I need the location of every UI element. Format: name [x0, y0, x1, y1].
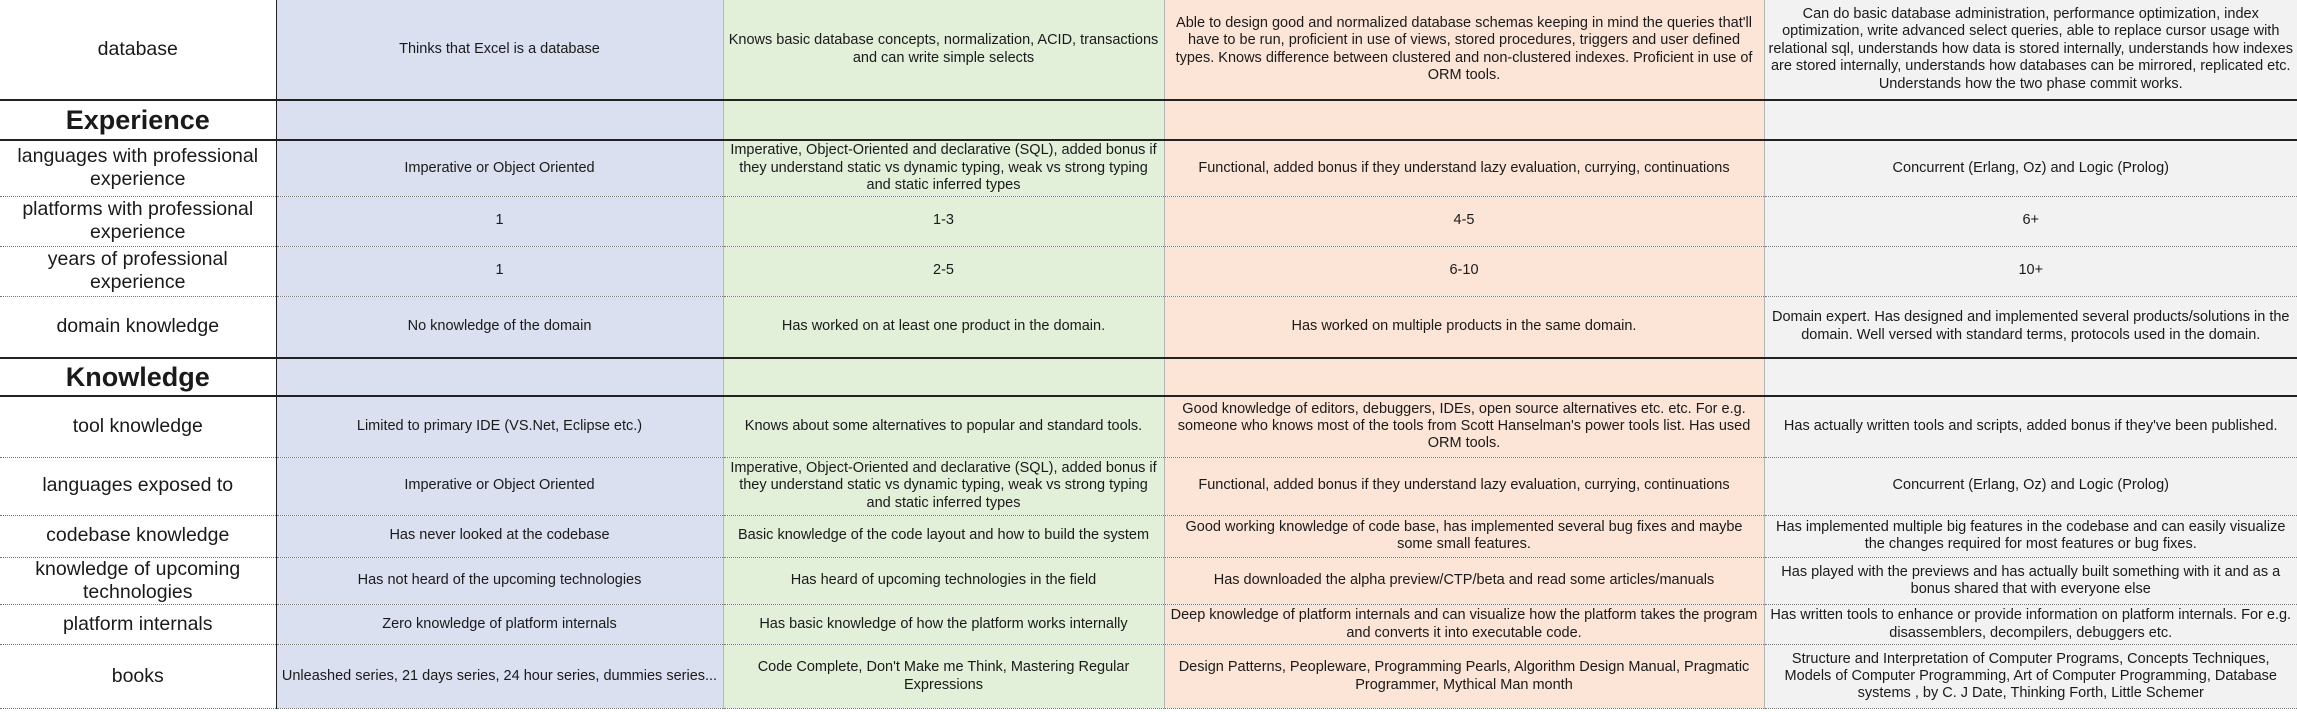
- table-row-platform-internals: [0, 605, 2297, 645]
- cell-level-1[interactable]: Imperative or Object Oriented: [276, 140, 723, 196]
- row-label-tool-knowledge[interactable]: tool knowledge: [0, 396, 276, 457]
- row-label-platforms-professional[interactable]: platforms with professional experience: [0, 196, 276, 246]
- cell-level-2[interactable]: 1-3: [723, 196, 1164, 246]
- cell-level-3[interactable]: Has downloaded the alpha preview/CTP/beta and read some articles/manuals: [1164, 557, 1764, 605]
- cell-level-1[interactable]: Unleashed series, 21 days series, 24 hour series, dummies series...: [276, 645, 723, 709]
- cell-level-1[interactable]: 1: [276, 246, 723, 296]
- section-title-experience[interactable]: Experience: [0, 100, 276, 140]
- table-row-languages-professional: [0, 140, 2297, 196]
- row-label-upcoming-technologies[interactable]: knowledge of upcoming technologies: [0, 557, 276, 605]
- cell-level-4[interactable]: Has implemented multiple big features in the codebase and can easily visualize the changes required for most features or bug fixes.: [1764, 515, 2297, 557]
- row-label-database[interactable]: database: [0, 0, 276, 100]
- cell-level-1[interactable]: [276, 358, 723, 396]
- row-label-years-professional[interactable]: years of professional experience: [0, 246, 276, 296]
- cell-level-3[interactable]: Good working knowledge of code base, has implemented several bug fixes and maybe some small features.: [1164, 515, 1764, 557]
- cell-level-3[interactable]: 6-10: [1164, 246, 1764, 296]
- cell-level-4[interactable]: Has written tools to enhance or provide information on platform internals. For e.g. disassemblers, decompilers, debuggers etc.: [1764, 605, 2297, 645]
- cell-level-4[interactable]: Concurrent (Erlang, Oz) and Logic (Prolog): [1764, 457, 2297, 515]
- cell-level-2[interactable]: Knows about some alternatives to popular and standard tools.: [723, 396, 1164, 457]
- cell-level-2[interactable]: [723, 358, 1164, 396]
- cell-level-3[interactable]: Has worked on multiple products in the same domain.: [1164, 296, 1764, 358]
- table-row-database: [0, 0, 2297, 100]
- cell-level-2[interactable]: Code Complete, Don't Make me Think, Mastering Regular Expressions: [723, 645, 1164, 709]
- cell-level-3[interactable]: [1164, 358, 1764, 396]
- row-label-codebase-knowledge[interactable]: codebase knowledge: [0, 515, 276, 557]
- cell-level-3[interactable]: Able to design good and normalized database schemas keeping in mind the queries that'll have to be run, proficient in use of views, stored procedures, triggers and user defined types. Knows difference between clustered and non-clustered indexes. Proficient in use of ORM tools.: [1164, 0, 1764, 100]
- section-header-knowledge: [0, 358, 2297, 396]
- cell-level-2[interactable]: 2-5: [723, 246, 1164, 296]
- cell-level-3[interactable]: 4-5: [1164, 196, 1764, 246]
- cell-level-2[interactable]: [723, 100, 1164, 140]
- cell-level-2[interactable]: Has worked on at least one product in the domain.: [723, 296, 1164, 358]
- cell-level-3[interactable]: Functional, added bonus if they understand lazy evaluation, currying, continuations: [1164, 457, 1764, 515]
- cell-level-2[interactable]: Imperative, Object-Oriented and declarative (SQL), added bonus if they understand static vs dynamic typing, weak vs strong typing and static inferred types: [723, 140, 1164, 196]
- row-label-languages-exposed[interactable]: languages exposed to: [0, 457, 276, 515]
- cell-level-1[interactable]: No knowledge of the domain: [276, 296, 723, 358]
- table-row-domain-knowledge: [0, 296, 2297, 358]
- table-row-platforms-professional: [0, 196, 2297, 246]
- cell-level-4[interactable]: 6+: [1764, 196, 2297, 246]
- table-row-books: [0, 645, 2297, 709]
- cell-level-1[interactable]: Thinks that Excel is a database: [276, 0, 723, 100]
- cell-level-1[interactable]: 1: [276, 196, 723, 246]
- cell-level-4[interactable]: Structure and Interpretation of Computer Programs, Concepts Techniques, Models of Computer Programming, Art of Computer Programming, Database systems , by C. J Date, Thinking Forth, Little Schemer: [1764, 645, 2297, 709]
- cell-level-4[interactable]: [1764, 100, 2297, 140]
- cell-level-1[interactable]: Zero knowledge of platform internals: [276, 605, 723, 645]
- cell-level-1[interactable]: [276, 100, 723, 140]
- cell-level-4[interactable]: Domain expert. Has designed and implemented several products/solutions in the domain. Well versed with standard terms, protocols used in the domain.: [1764, 296, 2297, 358]
- table-row-languages-exposed: [0, 457, 2297, 515]
- table-row-years-professional: [0, 246, 2297, 296]
- cell-level-3[interactable]: Design Patterns, Peopleware, Programming Pearls, Algorithm Design Manual, Pragmatic Programmer, Mythical Man month: [1164, 645, 1764, 709]
- cell-level-4[interactable]: Has played with the previews and has actually built something with it and as a bonus shared that with everyone else: [1764, 557, 2297, 605]
- cell-level-2[interactable]: Knows basic database concepts, normalization, ACID, transactions and can write simple selects: [723, 0, 1164, 100]
- cell-level-3[interactable]: Good knowledge of editors, debuggers, IDEs, open source alternatives etc. etc. For e.g. someone who knows most of the tools from Scott Hanselman's power tools list. Has used ORM tools.: [1164, 396, 1764, 457]
- row-label-books[interactable]: books: [0, 645, 276, 709]
- cell-level-4[interactable]: Has actually written tools and scripts, added bonus if they've been published.: [1764, 396, 2297, 457]
- cell-level-1[interactable]: Imperative or Object Oriented: [276, 457, 723, 515]
- section-title-knowledge[interactable]: Knowledge: [0, 358, 276, 396]
- table-row-codebase-knowledge: [0, 515, 2297, 557]
- cell-level-2[interactable]: Imperative, Object-Oriented and declarative (SQL), added bonus if they understand static vs dynamic typing, weak vs strong typing and static inferred types: [723, 457, 1164, 515]
- cell-level-2[interactable]: Has heard of upcoming technologies in the field: [723, 557, 1164, 605]
- cell-level-2[interactable]: Has basic knowledge of how the platform works internally: [723, 605, 1164, 645]
- cell-level-1[interactable]: Limited to primary IDE (VS.Net, Eclipse etc.): [276, 396, 723, 457]
- table-row-tool-knowledge: [0, 396, 2297, 457]
- table-row-upcoming-technologies: [0, 557, 2297, 605]
- cell-level-4[interactable]: Can do basic database administration, performance optimization, index optimization, write advanced select queries, able to replace cursor usage with relational sql, understands how data is stored internally, understands how indexes are stored internally, understands how databases can be mirrored, replicated etc. Understands how the two phase commit works.: [1764, 0, 2297, 100]
- cell-level-3[interactable]: Deep knowledge of platform internals and can visualize how the platform takes the program and converts it into executable code.: [1164, 605, 1764, 645]
- row-label-platform-internals[interactable]: platform internals: [0, 605, 276, 645]
- cell-level-2[interactable]: Basic knowledge of the code layout and how to build the system: [723, 515, 1164, 557]
- cell-level-4[interactable]: Concurrent (Erlang, Oz) and Logic (Prolog): [1764, 140, 2297, 196]
- cell-level-1[interactable]: Has not heard of the upcoming technologies: [276, 557, 723, 605]
- cell-level-1[interactable]: Has never looked at the codebase: [276, 515, 723, 557]
- cell-level-4[interactable]: [1764, 358, 2297, 396]
- cell-level-4[interactable]: 10+: [1764, 246, 2297, 296]
- row-label-languages-professional[interactable]: languages with professional experience: [0, 140, 276, 196]
- section-header-experience: [0, 100, 2297, 140]
- cell-level-3[interactable]: Functional, added bonus if they understand lazy evaluation, currying, continuations: [1164, 140, 1764, 196]
- row-label-domain-knowledge[interactable]: domain knowledge: [0, 296, 276, 358]
- cell-level-3[interactable]: [1164, 100, 1764, 140]
